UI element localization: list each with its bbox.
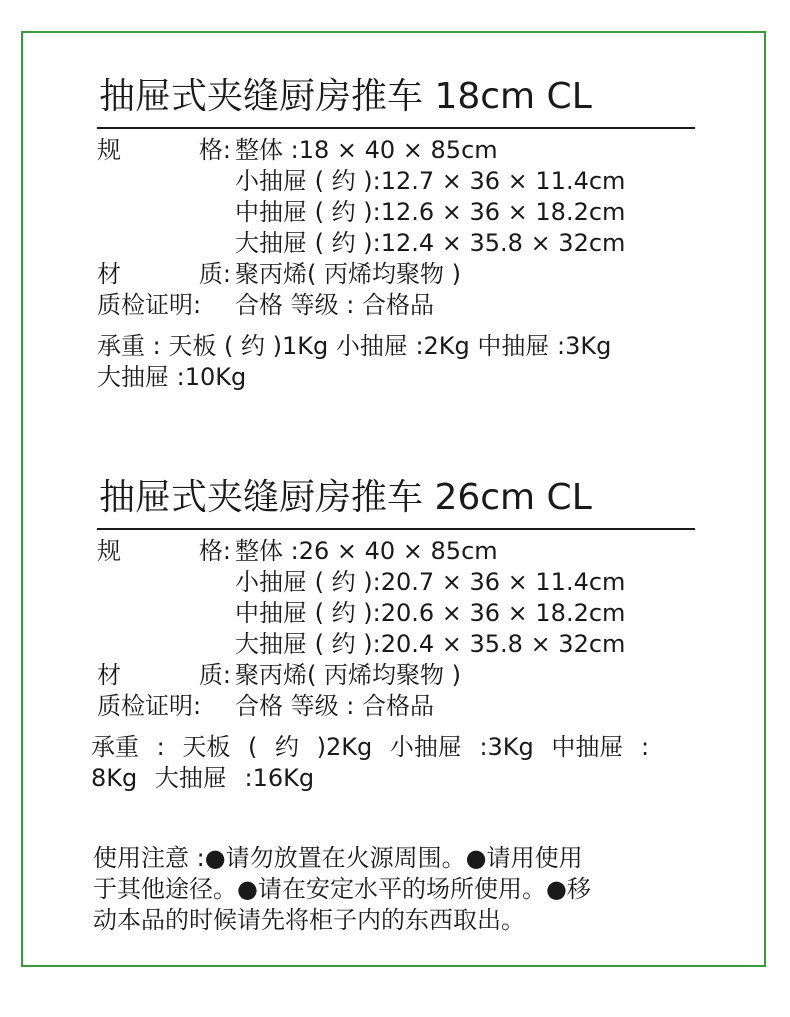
product-section-18cm xyxy=(97,75,695,393)
spec-small-drawer: 小抽屉 ( 约 ):12.7 × 36 × 11.4cm xyxy=(235,167,626,195)
product-section-26cm xyxy=(91,476,695,794)
load-capacity: 承重 : 天板 ( 约 )1Kg 小抽屉 :2Kg 中抽屉 :3Kg 大抽屉 :10Kg xyxy=(97,332,612,391)
spec-large-drawer: 大抽屉 ( 约 ):20.4 × 35.8 × 32cm xyxy=(235,630,626,658)
spec-overall: 整体 :18 × 40 × 85cm xyxy=(235,136,498,164)
spec-medium-drawer: 中抽屉 ( 约 ):20.6 × 36 × 18.2cm xyxy=(235,599,626,627)
usage-notes: 使用注意 :●请勿放置在火源周围。●请用使用 于其他途径。●请在安定水平的场所使用。●移 动本品的时候请先将柜子内的东西取出。 xyxy=(93,844,591,934)
spec-label: 规 格: xyxy=(97,136,231,164)
spec-row xyxy=(97,536,695,567)
material-label: 材 质: xyxy=(97,661,231,689)
product-title: 抽屉式夹缝厨房推车 26cm CL xyxy=(99,477,592,518)
spec-label: 规 格: xyxy=(97,537,231,565)
product-title: 抽屉式夹缝厨房推车 18cm CL xyxy=(99,76,592,117)
qc-value: 合格 等级 : 合格品 xyxy=(235,291,434,319)
material-value: 聚丙烯( 丙烯均聚物 ) xyxy=(235,260,461,288)
qc-label: 质检证明: xyxy=(97,291,202,319)
title-underline xyxy=(97,528,695,530)
material-value: 聚丙烯( 丙烯均聚物 ) xyxy=(235,661,461,689)
spec-overall: 整体 :26 × 40 × 85cm xyxy=(235,537,498,565)
spec-medium-drawer: 中抽屉 ( 约 ):12.6 × 36 × 18.2cm xyxy=(235,198,626,226)
material-label: 材 质: xyxy=(97,260,231,288)
qc-row xyxy=(97,290,695,321)
spec-small-drawer: 小抽屉 ( 约 ):20.7 × 36 × 11.4cm xyxy=(235,568,626,596)
load-capacity: 承重 : 天板 ( 约 )2Kg 小抽屉 :3Kg 中抽屉 : 8Kg 大抽屉 :16Kg xyxy=(91,733,650,792)
qc-value: 合格 等级 : 合格品 xyxy=(235,692,434,720)
qc-row xyxy=(97,691,695,722)
qc-label: 质检证明: xyxy=(97,692,202,720)
material-row xyxy=(97,259,695,290)
spec-row xyxy=(97,135,695,166)
title-underline xyxy=(97,127,695,129)
spec-large-drawer: 大抽屉 ( 约 ):12.4 × 35.8 × 32cm xyxy=(235,229,626,257)
material-row xyxy=(97,660,695,691)
